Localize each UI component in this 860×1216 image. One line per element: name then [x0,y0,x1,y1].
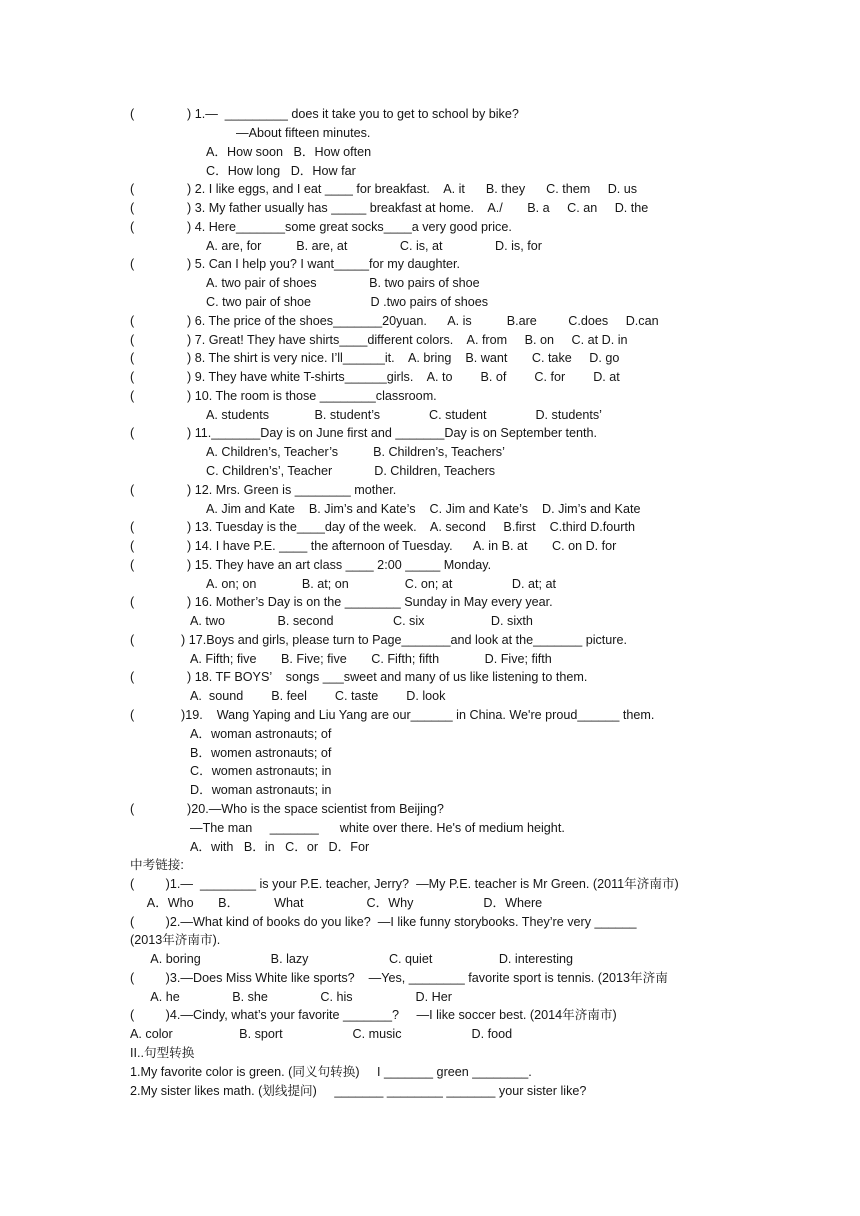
answer-paren: ( [130,483,135,497]
answer-paren: ( [130,351,135,365]
question-19: )19. Wang Yaping and Liu Yang are our______ in China. We're proud______ them. [181,708,655,722]
q18-options: A. sound B. feel C. taste D. look [190,689,446,703]
q1-options: C．How long D．How far [206,164,356,178]
q16-options: A. two B. second C. six D. sixth [190,614,533,628]
question-14: ) 14. I have P.E. ____ the afternoon of Tuesday. A. in B. at C. on D. for [187,539,617,553]
exam-question-2: ( )2.—What kind of books do you like? —I like funny storybooks. They’re very ______ [130,915,637,929]
question-5: ) 5. Can I help you? I want_____for my daughter. [187,257,461,271]
question-16: ) 16. Mother’s Day is on the ________ Sunday in May every year. [187,595,553,609]
question-9: ) 9. They have white T-shirts______girls. A. to B. of C. for D. at [187,370,620,384]
question-3: ) 3. My father usually has _____ breakfast at home. A./ B. a C. an D. the [187,201,649,215]
answer-paren: ( [130,201,135,215]
exam-question-3: ( )3.—Does Miss White like sports? —Yes, ________ favorite sport is tennis. (2013年济南 [130,971,668,985]
q5-options: A. two pair of shoes B. two pairs of shoe [206,276,480,290]
answer-paren: ( [130,802,135,816]
question-18: ) 18. TF BOYS’ songs ___sweet and many of us like listening to them. [187,670,588,684]
q11-options: C. Children’s’, Teacher D. Children, Teachers [206,464,496,478]
section-heading-sentence-transform: II..句型转换 [130,1046,195,1060]
answer-paren: ( [130,520,135,534]
q1-options: A．How soon B．How often [206,145,372,159]
question-4: ) 4. Here_______some great socks____a very good price. [187,220,512,234]
answer-paren: ( [130,257,135,271]
transform-item-1: 1.My favorite color is green. (同义句转换) I _______ green ________. [130,1065,532,1079]
answer-paren: ( [130,182,135,196]
transform-item-2: 2.My sister likes math. (划线提问) _______ ________ _______ your sister like? [130,1084,587,1098]
exam-question-3-options: A. he B. she C. his D. Her [130,990,452,1004]
answer-paren: ( [130,370,135,384]
answer-paren: ( [130,670,135,684]
answer-paren: ( [130,333,135,347]
exam-question-2-source: (2013年济南市). [130,933,221,947]
answer-paren: ( [130,708,135,722]
answer-paren: ( [130,220,135,234]
answer-paren: ( [130,426,135,440]
question-11: ) 11._______Day is on June first and _______Day is on September tenth. [187,426,598,440]
question-2: ) 2. I like eggs, and I eat ____ for breakfast. A. it B. they C. them D. us [187,182,638,196]
question-8: ) 8. The shirt is very nice. I’ll______it. A. bring B. want C. take D. go [187,351,620,365]
q19-option: B．women astronauts; of [190,746,332,760]
q4-options: A. are, for B. are, at C. is, at D. is, for [206,239,542,253]
answer-paren: ( [130,633,135,647]
q11-options: A. Children’s, Teacher’s B. Children’s, Teachers’ [206,445,505,459]
answer-paren: ( [130,539,135,553]
q15-options: A. on; on B. at; on C. on; at D. at; at [206,577,556,591]
answer-paren: ( [130,595,135,609]
q20-line: —The man _______ white over there. He's of medium height. [190,821,565,835]
answer-paren: ( [130,107,135,121]
question-12: ) 12. Mrs. Green is ________ mother. [187,483,397,497]
exam-question-2-options: A. boring B. lazy C. quiet D. interesting [130,952,574,966]
q19-option: C．women astronauts; in [190,764,332,778]
question-17: ) 17.Boys and girls, please turn to Page_______and look at the_______ picture. [181,633,627,647]
exam-question-1: ( )1.— ________ is your P.E. teacher, Jerry? —My P.E. teacher is Mr Green. (2011年济南市) [130,877,679,891]
question-20: )20.—Who is the space scientist from Beijing? [187,802,444,816]
question-15: ) 15. They have an art class ____ 2:00 _____ Monday. [187,558,492,572]
answer-paren: ( [130,389,135,403]
q20-options: A．with B．in C．or D．For [190,840,370,854]
answer-paren: ( [130,314,135,328]
q10-options: A. students B. student’s C. student D. students’ [206,408,602,422]
answer-paren: ( [130,558,135,572]
q1-line: —About fifteen minutes. [236,126,371,140]
exam-question-4-options: A. color B. sport C. music D. food [130,1027,513,1041]
exam-question-4: ( )4.—Cindy, what’s your favorite _______? —I like soccer best. (2014年济南市) [130,1008,617,1022]
q12-options: A. Jim and Kate B. Jim’s and Kate’s C. Jim and Kate’s D. Jim’s and Kate [206,502,641,516]
q17-options: A. Fifth; five B. Five; five C. Fifth; fifth D. Five; fifth [190,652,552,666]
section-heading-exam-link: 中考链接: [130,858,184,872]
q19-option: D．woman astronauts; in [190,783,332,797]
exam-question-1-options: A．Who B． What C．Why D．Where [130,896,543,910]
question-6: ) 6. The price of the shoes_______20yuan. A. is B.are C.does D.can [187,314,659,328]
question-7: ) 7. Great! They have shirts____different colors. A. from B. on C. at D. in [187,333,628,347]
q5-options: C. two pair of shoe D .two pairs of shoes [206,295,489,309]
question-13: ) 13. Tuesday is the____day of the week. A. second B.first C.third D.fourth [187,520,636,534]
question-10: ) 10. The room is those ________classroom. [187,389,437,403]
q19-option: A．woman astronauts; of [190,727,332,741]
question-1: ) 1.— _________ does it take you to get to school by bike? [187,107,519,121]
